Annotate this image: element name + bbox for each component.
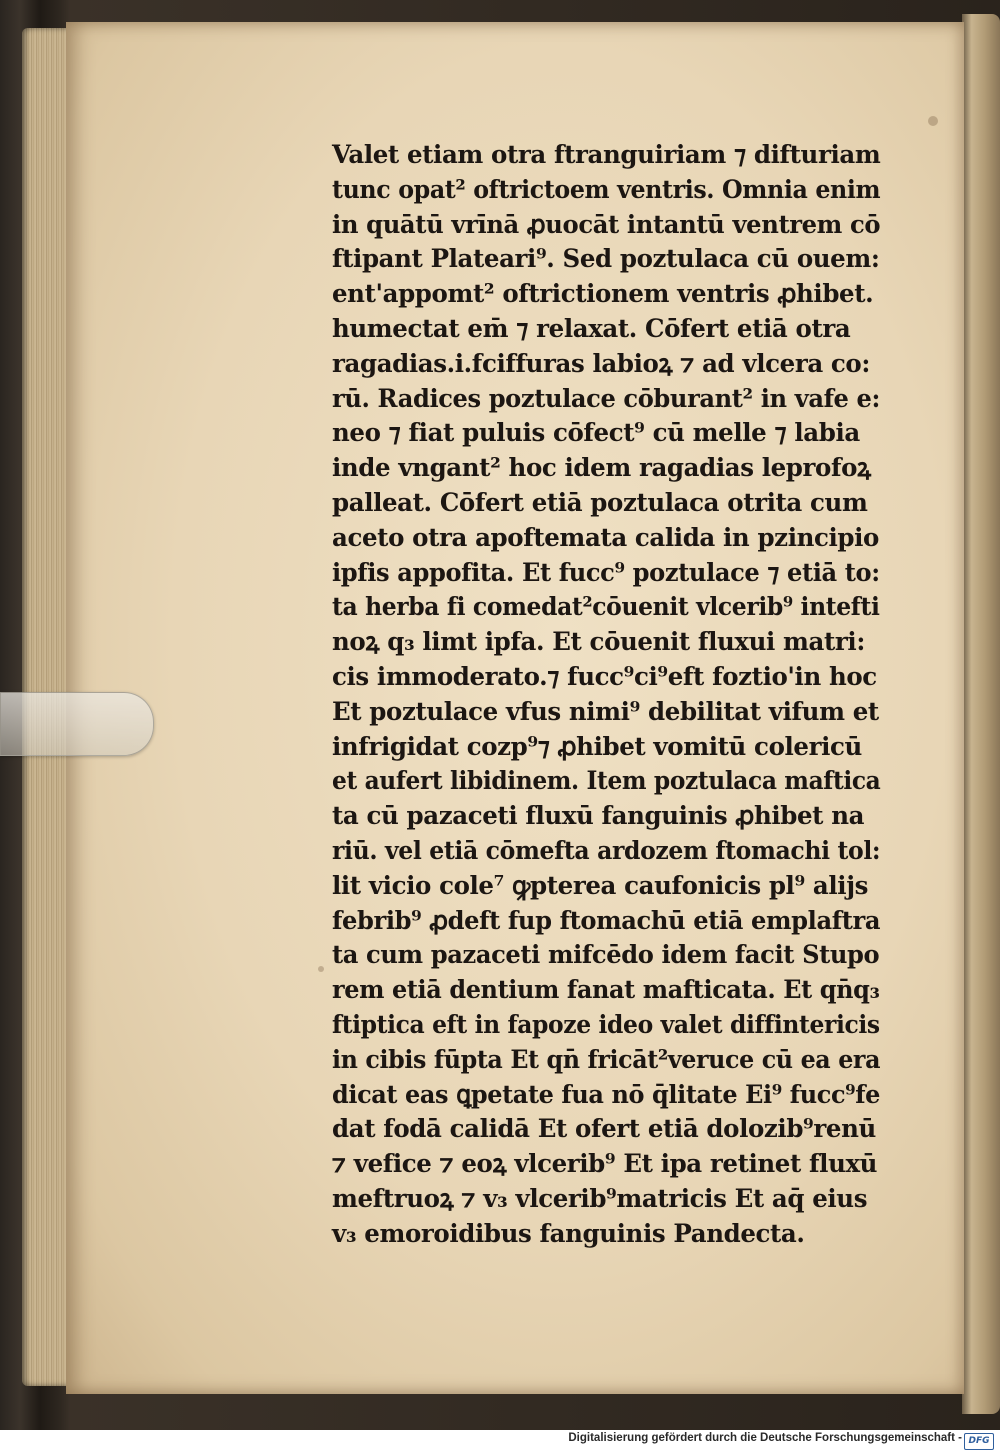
text-line: ipfis appofita. Et fucc⁹ poztulace ⁊ etiā to: [332,557,880,587]
text-line: ent'appomt² oftrictionem ventris ꝓhibet. [332,279,874,309]
text-line: meftruoꝝ ⁊ v₃ vlcerib⁹matricis Et aq̄ eius [332,1183,868,1213]
ink-speck [928,116,938,126]
text-line: lit vicio cole⁷ ꝙpterea caufonicis pl⁹ alijs [332,870,869,900]
text-line: ta cum pazaceti mifcēdo idem facit Stupo [332,940,880,970]
text-line: Valet etiam otra ftranguiriam ⁊ difturiam [332,140,881,169]
text-line: febrib⁹ ꝓdeft fup ftomachū etiā emplaftra [332,905,881,935]
text-line: dat fodā calidā Et ofert etiā dolozib⁹renū [332,1114,876,1144]
text-line: riū. vel etiā cōmefta ardozem ftomachi tol: [332,835,881,865]
text-line: et aufert libidinem. Item poztulaca maftica [332,766,881,796]
text-line: ta herba fi comedat²cōuenit vlcerib⁹ intefti [332,592,880,622]
text-line: ⁊ vefice ⁊ eoꝝ vlcerib⁹ Et ipa retinet fluxū [332,1149,878,1179]
text-line: v₃ emoroidibus fanguinis Pandecta. [332,1218,805,1248]
text-line: in cibis fūpta Et qn̄ fricāt²veruce cū ea era [332,1044,881,1074]
text-line: ta cū pazaceti fluxū fanguinis ꝓhibet na [332,801,865,831]
text-line: ragadias.i.fciffuras labioꝝ ⁊ ad vlcera co: [332,348,871,378]
text-line: ftiptica eft in fapoze ideo valet diffintericis [332,1009,880,1039]
text-line: Et poztulace vfus nimi⁹ debilitat vifum et [332,696,879,726]
text-line: rū. Radices poztulace cōburant² in vafe e: [332,383,881,413]
text-line: cis immoderato.⁊ fucc⁹ci⁹eft foztio'in hoc [332,661,877,691]
text-line: rem etiā dentium fanat mafticata. Et qn̄q₃ [332,975,880,1005]
text-line: infrigidat cozp⁹⁊ ꝓhibet vomitū colericū [332,731,862,761]
dfg-logo: DFG [964,1433,994,1450]
text-line: inde vngant² hoc idem ragadias leprofoꝝ [332,453,871,483]
text-line: dicat eas ꝗpetate fua nō q̄litate Ei⁹ fucc⁹fe [332,1079,881,1109]
page-holder-tab [0,692,154,756]
footer-credit: Digitalisierung gefördert durch die Deutsche Forschungsgemeinschaft - [568,1432,962,1444]
text-line: ftipant Plateari⁹. Sed poztulaca cū ouem: [332,244,880,274]
text-line: neo ⁊ fiat puluis cōfect⁹ cū melle ⁊ labia [332,418,860,448]
ink-speck [318,966,324,972]
text-line: in quātū vrīnā ꝓuocāt intantū ventrem cō [332,209,881,239]
text-line: palleat. Cōfert etiā poztulaca otrita cum [332,487,868,517]
text-column [332,138,892,1252]
facing-page-edge [962,14,1000,1414]
text-line: noꝝ q₃ limt ipfa. Et cōuenit fluxui matri: [332,627,865,657]
text-line: tunc opat² oftrictoem ventris. Omnia enim [332,174,881,204]
text-line: aceto otra apoftemata calida in pzincipio [332,522,879,552]
text-line: humectat em̄ ⁊ relaxat. Cōfert etiā otra [332,313,851,343]
